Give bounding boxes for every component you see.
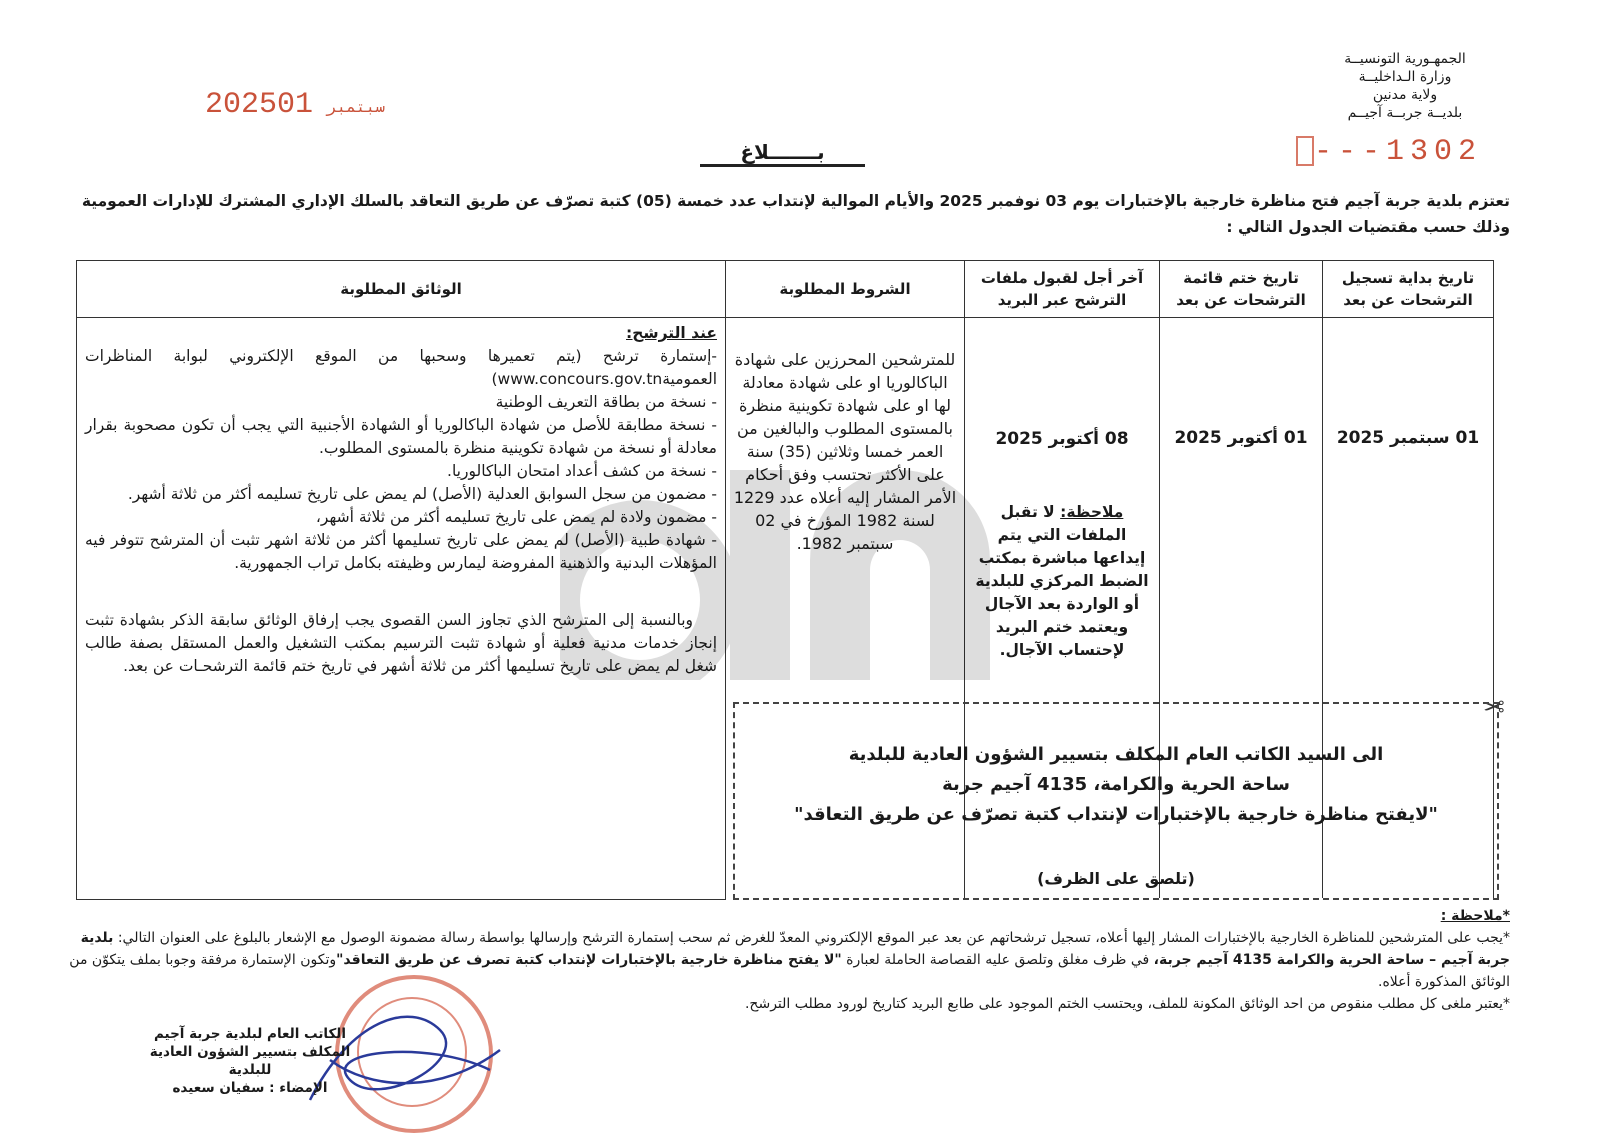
stamp-box-icon: [1296, 136, 1314, 166]
footer-quote: "لا يفتح مناظرة خارجية بالإختبارات لإنتداب كتبة تصرف عن طريق التعاقد": [336, 952, 842, 968]
header-start-date: تاريخ بداية تسجيل الترشحات عن بعد: [1323, 261, 1494, 318]
stamp-month: سبتمبر: [327, 99, 385, 117]
intro-line: تعتزم بلدية جربة آجيم فتح مناظرة خارجية بالإختبارات يوم 03 نوفمبر 2025 والأيام الموالية لإنتداب عدد خمسة (05) كتبة تصرّف عن طريق التعاقد بالسلك الإداري المشترك للإدارات العمومية: [81, 192, 1510, 210]
documents-extra: وبالنسبة إلى المترشح الذي تجاوز السن القصوى يجب إرفاق الوثائق سابقة الذكر بشهادة تثبت إنجاز خدمات مدنية فعلية أو شهادة تثبت الترسيم بمكتب التشغيل والعمل المستقل بصفة طالب شغل لم يمض على تاريخ تسليمها أكثر من ثلاثة أشهر في تاريخ ختم قائمة الترشحـات عن بعد.: [85, 611, 717, 675]
reference-prefix: ---: [1313, 135, 1386, 169]
signature-line: الإمضاء : سفيان سعيده: [172, 1080, 328, 1096]
signature-line: المكلف بتسيير الشؤون العادية للبلدية: [149, 1044, 351, 1078]
header-line: وزارة الـداخليــة: [1358, 69, 1452, 85]
date-stamp: [205, 88, 399, 122]
end-date: 01 أكتوبر 2025: [1174, 428, 1308, 448]
deadline-note: [966, 501, 1158, 662]
table-header-row: [77, 261, 1494, 318]
header-last-date: آخر أجل لقبول ملفات الترشح عبر البريد: [965, 261, 1160, 318]
document-item: - مضمون ولادة لم يمض على تاريخ تسليمه أكثر من ثلاثة أشهر،: [315, 508, 717, 526]
envelope-line: الى السيد الكاتب العام المكلف بتسيير الشؤون العادية للبلدية: [848, 744, 1384, 765]
intro-paragraph: [80, 188, 1510, 240]
signature-block: [140, 1025, 360, 1097]
footer-paragraph: [55, 927, 1510, 993]
document-item: -إستمارة ترشح (يتم تعميرها وسحبها من الموقع الإلكتروني لبوابة المناظرات العموميةwww.concours.gov.tn): [85, 347, 717, 388]
documents-cell: [77, 318, 726, 900]
footer-paragraph: *يعتبر ملغى كل مطلب منقوص من احد الوثائق المكونة للملف، ويحتسب الختم الموجود على طابع البريد كتاريخ لورود مطلب الترشح.: [744, 996, 1510, 1012]
document-item: - مضمون من سجل السوابق العدلية (الأصل) لم يمض على تاريخ تسليمه أكثر من ثلاثة أشهر.: [127, 485, 717, 503]
header-line: بلديــة جربــة آجيــم: [1347, 105, 1463, 121]
footer-address: بلدية جربة آجيم – ساحة الحرية والكرامة 4135 آجيم جربة،: [80, 930, 1510, 968]
conditions-text: للمترشحين المحرزين على شهادة الباكالوريا او على شهادة معادلة لها او على شهادة تكوينية منظرة بالمستوى المطلوب والبالغين من العمر خمسا وثلاثين (35) سنة على الأكثر تحتسب وفق أحكام الأمر المشار إليه أعلاه عدد 1229 لسنة 1982 المؤرخ في 02 سبتمبر 1982.: [733, 350, 957, 553]
footer-notes: [55, 905, 1510, 1015]
reference-number: 1302: [1385, 135, 1482, 169]
stick-note: (تلصق على الظرف): [1037, 869, 1195, 888]
header-line: ولاية مدنين: [1372, 87, 1438, 103]
footer-text: *يجب على المترشحين للمناظرة الخارجية بالإختبارات المشار إليها أعلاه، تسجيل ترشحاتهم عن بعد عبر الموقع الإلكتروني المعدّ للغرض ثم سحب إستمارة الترشح وإرسالها بواسطة رسالة مضمونة الوصول مع الإشعار بالبلوغ على العنوان التالي:: [113, 930, 1510, 946]
stamp-day: 01: [277, 88, 314, 122]
envelope-line: ساحة الحرية والكرامة، 4135 آجيم جربة: [942, 774, 1290, 795]
stamp-year: 2025: [205, 88, 278, 122]
last-date: 08 أكتوبر 2025: [995, 429, 1129, 449]
note-text: لا تقبل الملفات التي يتم إيداعها مباشرة بمكتب الضبط المركزي للبلدية أو الواردة بعد الآجال ويعتمد ختم البريد لإحتساب الآجال.: [975, 503, 1149, 659]
header-line: الجمهـورية التونسيــة: [1344, 51, 1466, 67]
note-label: ملاحظة:: [1060, 503, 1124, 521]
start-date: 01 سبتمبر 2025: [1336, 428, 1480, 448]
footer-text: وتكون الإستمارة مرفقة وجوبا بملف يتكوّن من الوثائق المذكورة أعلاه.: [69, 952, 1510, 990]
document-item: - نسخة من بطاقة التعريف الوطنية: [495, 393, 717, 411]
header-documents: الوثائق المطلوبة: [77, 261, 726, 318]
envelope-line: "لايفتح مناظرة خارجية بالإختبارات لإنتداب كتبة تصرّف عن طريق التعاقد": [794, 804, 1438, 825]
document-item: - شهادة طبية (الأصل) لم يمض على تاريخ تسليمها أكثر من ثلاثة اشهر تثبت أن المترشح تتوفر فيه المؤهلات البدنية والذهنية المفروضة ليمارس وظيفته بكامل تراب الجمهورية.: [85, 531, 717, 572]
document-item: - نسخة من كشف أعداد امتحان الباكالوريا.: [447, 462, 717, 480]
footer-text: في ظرف مغلق وتلصق عليه القصاصة الحاملة لعبارة: [841, 952, 1154, 968]
document-title: بـــــــلاغ: [700, 140, 865, 167]
signature-line: الكاتب العام لبلدية جربة آجيم: [153, 1026, 347, 1042]
envelope-label: [733, 702, 1499, 900]
header-conditions: الشروط المطلوبة: [726, 261, 965, 318]
scissors-icon: ✂: [1483, 690, 1505, 720]
intro-line: وذلك حسب مقتضيات الجدول التالي :: [1226, 218, 1510, 236]
issuer-header: [1305, 50, 1505, 122]
reference-stamp: [1288, 135, 1482, 169]
header-end-date: تاريخ ختم قائمة الترشحات عن بعد: [1160, 261, 1323, 318]
footer-heading: *ملاحظة :: [1440, 908, 1510, 924]
documents-heading: عند الترشح:: [626, 324, 717, 342]
document-item: - نسخة مطابقة للأصل من شهادة الباكالوريا أو الشهادة الأجنبية التي يجب أن تكون مصحوبة بقرار معادلة أو نسخة من شهادة تكوينية منظرة بالمستوى المطلوب.: [85, 416, 717, 457]
